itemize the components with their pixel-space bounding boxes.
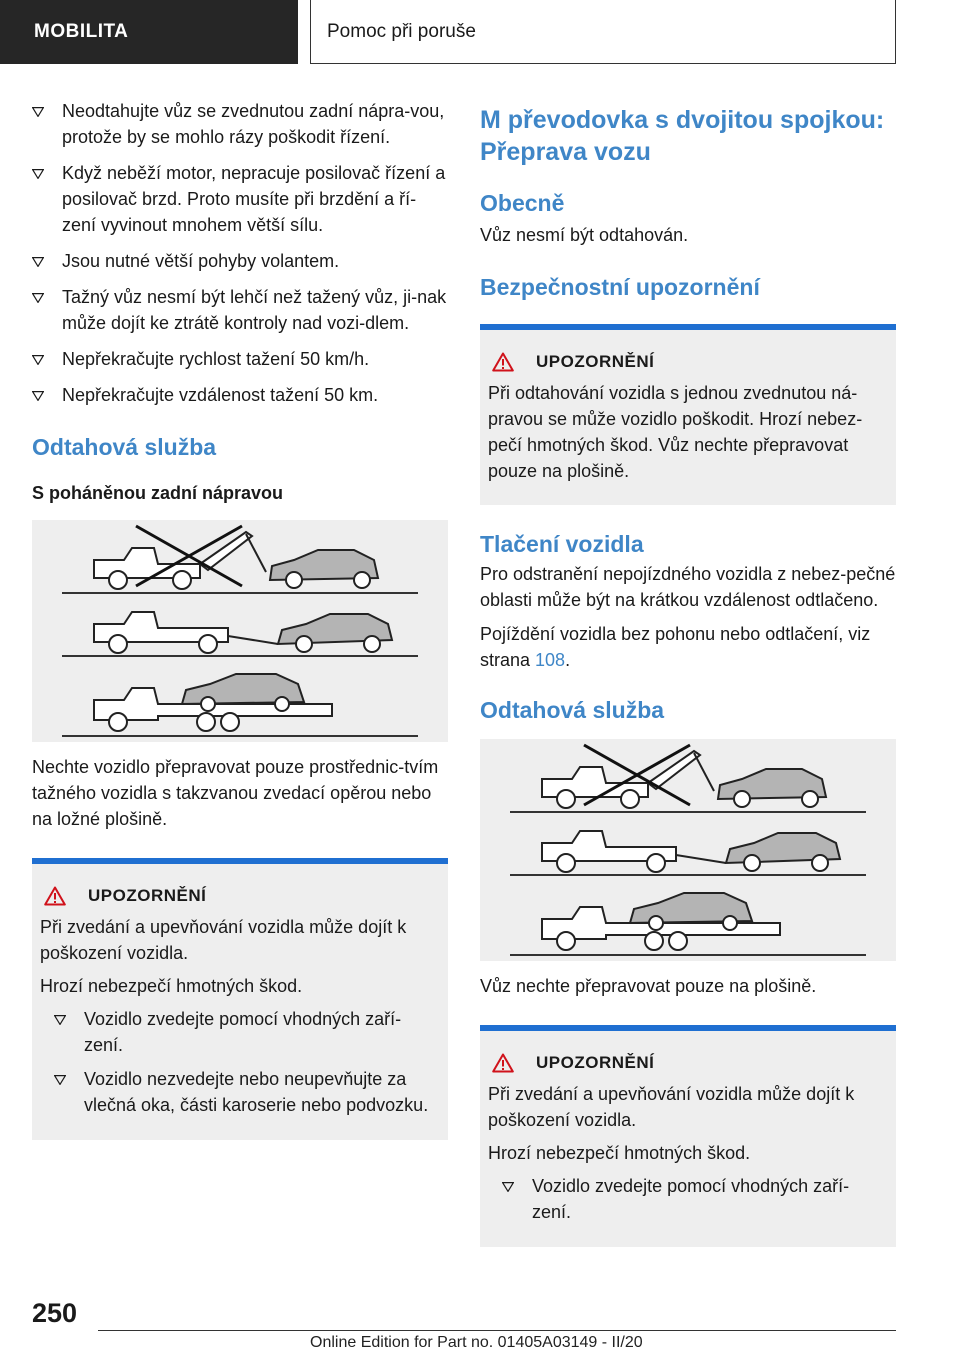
triangle-bullet-icon — [54, 1075, 66, 1085]
warning-title: UPOZORNĚNÍ — [88, 886, 207, 905]
list-item: Nepřekračujte rychlost tažení 50 km/h. — [32, 346, 448, 372]
triangle-bullet-icon — [32, 107, 44, 117]
left-column — [32, 98, 448, 1140]
list-item: Vozidlo zvedejte pomocí vhodných zaří‐zení. — [54, 1006, 438, 1058]
list-item: Tažný vůz nesmí být lehčí než tažený vůz, ji‐nak může dojít ke ztrátě kontroly nad vozi‐dlem. — [32, 284, 448, 336]
triangle-bullet-icon — [32, 391, 44, 401]
safety-heading: Bezpečnostní upozornění — [480, 274, 760, 300]
right-column — [480, 104, 896, 1247]
list-item: Neodtahujte vůz se zvednutou zadní nápra‐vou, protože by se mohlo rázy poškodit řízení. — [32, 98, 448, 150]
warning-header — [488, 1053, 886, 1073]
list-item: Vozidlo zvedejte pomocí vhodných zaří‐zení. — [502, 1173, 886, 1225]
page-number: 250 — [32, 1298, 78, 1328]
warning-icon — [492, 352, 514, 372]
warning-icon — [44, 886, 66, 906]
main-heading: M převodovka s dvojitou spojkou: Přeprava vozu — [480, 106, 885, 166]
tow-truck-image — [480, 739, 896, 961]
figure-caption: Vůz nechte přepravovat pouze na plošině. — [480, 976, 817, 996]
page-link[interactable]: 108 — [535, 650, 566, 670]
push-heading: Tlačení vozidla — [480, 531, 644, 557]
push-text: Pro odstranění nepojízdného vozidla z nebez‐pečné oblasti může být na krátkou vzdálenost odtlačeno. — [480, 564, 896, 610]
chapter-title: Pomoc při poruše — [310, 0, 896, 64]
warning-text: Hrozí nebezpečí hmotných škod. — [488, 1143, 751, 1163]
towing-illustration — [480, 739, 896, 961]
warning-icon — [492, 1053, 514, 1073]
towing-subheading: S poháněnou zadní nápravou — [32, 483, 284, 503]
triangle-bullet-icon — [32, 293, 44, 303]
list-item: Když neběží motor, nepracuje posilovač řízení a posilovač brzd. Proto musíte při brzdění a ří‐zení vyvinout mnohem větší sílu. — [32, 160, 448, 238]
warning-text: Hrozí nebezpečí hmotných škod. — [40, 976, 303, 996]
towing-illustration — [32, 520, 448, 742]
warning-text: Při zvedání a upevňování vozidla může dojít k poškození vozidla. — [488, 1084, 855, 1130]
list-item: Vozidlo nezvedejte nebo neupevňujte za vlečná oka, části karoserie nebo podvozku. — [54, 1066, 438, 1118]
towing-heading: Odtahová služba — [480, 697, 665, 723]
general-text: Vůz nesmí být odtahován. — [480, 225, 689, 245]
warning-box — [480, 324, 896, 505]
warning-box — [480, 1025, 896, 1247]
list-item: Nepřekračujte vzdálenost tažení 50 km. — [32, 382, 448, 408]
footer-divider — [98, 1330, 896, 1331]
warning-box — [32, 858, 448, 1140]
triangle-bullet-icon — [54, 1015, 66, 1025]
warning-title: UPOZORNĚNÍ — [536, 1053, 655, 1072]
triangle-bullet-icon — [32, 169, 44, 179]
towing-heading: Odtahová služba — [32, 434, 217, 460]
push-reference: Pojíždění vozidla bez pohonu nebo odtlačení, viz strana 108. — [480, 624, 871, 670]
list-item: Jsou nutné větší pohyby volantem. — [32, 248, 448, 274]
warning-text: Při odtahování vozidla s jednou zvednutou ná‐pravou se může vozidlo poškodit. Hrozí nebez‐pečí hmotných škod. Vůz nechte přepravovat pouze na plošině. — [488, 383, 863, 481]
warning-header — [40, 886, 438, 906]
warning-header — [488, 352, 886, 372]
triangle-bullet-icon — [32, 355, 44, 365]
warning-text: Při zvedání a upevňování vozidla může dojít k poškození vozidla. — [40, 917, 407, 963]
edition-text: Online Edition for Part no. 01405A03149 - II/20 — [310, 1334, 643, 1351]
section-title: MOBILITA — [0, 0, 298, 64]
triangle-bullet-icon — [502, 1182, 514, 1192]
tow-truck-image — [32, 520, 448, 742]
figure-caption: Nechte vozidlo přepravovat pouze prostřednic‐tvím tažného vozidla s takzvanou zvedací opěrou nebo na ložné plošině. — [32, 757, 439, 829]
triangle-bullet-icon — [32, 257, 44, 267]
warning-title: UPOZORNĚNÍ — [536, 352, 655, 371]
page-header — [0, 0, 960, 66]
general-heading: Obecně — [480, 190, 565, 216]
